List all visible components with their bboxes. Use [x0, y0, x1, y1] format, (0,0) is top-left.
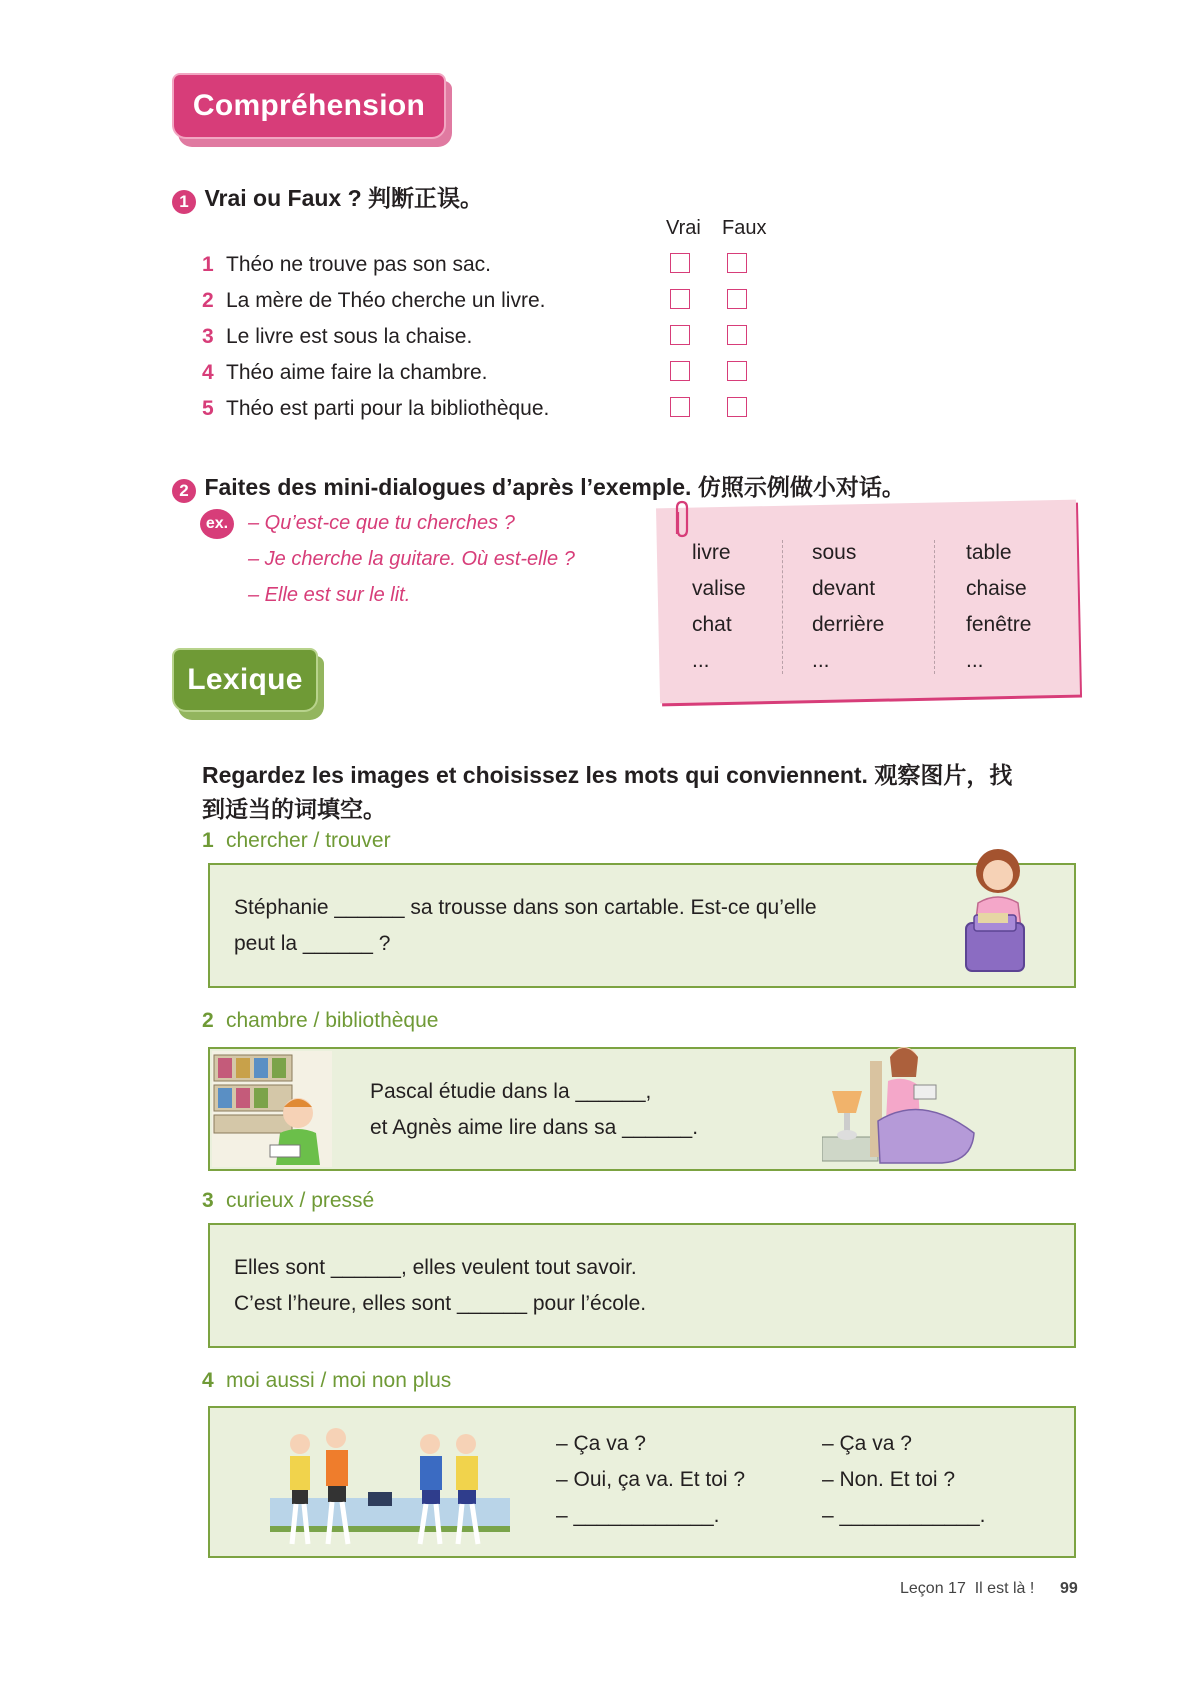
vf-item-text: Théo aime faire la chambre. [226, 361, 488, 384]
vrai-checkbox-4[interactable] [670, 361, 690, 381]
lexique-item-1-box [208, 863, 1076, 988]
lexique-item-2-line-1: Pascal étudie dans la ______, [370, 1080, 652, 1103]
lexique-banner [172, 648, 318, 712]
vf-item-3 [202, 325, 472, 349]
paperclip-icon [670, 500, 694, 540]
word-col2-3: derrière [812, 613, 885, 636]
lexique-item-number: 1 [202, 829, 214, 852]
vrai-checkbox-5[interactable] [670, 397, 690, 417]
lexique-item-1-line-1: Stéphanie ______ sa trousse dans son cartable. Est-ce qu’elle [234, 896, 817, 919]
vf-item-number: 1 [202, 253, 214, 276]
lexique-item-1-heading [202, 829, 391, 853]
lexique-item-2-box [208, 1047, 1076, 1171]
lexique-item-choices: moi aussi / moi non plus [226, 1369, 452, 1392]
vf-item-1 [202, 253, 491, 277]
word-col3-4: ... [966, 649, 984, 672]
example-line-2: – Je cherche la guitare. Où est-elle ? [248, 548, 575, 570]
example-line-3: – Elle est sur le lit. [248, 584, 411, 606]
word-col2-2: devant [812, 577, 876, 600]
lexique-instruction-1: Regardez les images et choisissez les mots qui conviennent. 观察图片，找 [202, 762, 1013, 788]
faux-checkbox-5[interactable] [727, 397, 747, 417]
lexique-item-3-line-2: C’est l’heure, elles sont ______ pour l’école. [234, 1292, 647, 1315]
word-col1-4: ... [692, 649, 710, 672]
exercise-1-number: 1 [172, 190, 196, 214]
example-badge: ex. [200, 509, 234, 539]
vf-item-number: 3 [202, 325, 214, 348]
word-col3-1: table [966, 541, 1012, 564]
word-col1-2: valise [692, 577, 746, 600]
lexique-item-choices: chercher / trouver [226, 829, 391, 852]
dialogue-a-line-3: – ____________. [556, 1504, 720, 1527]
vrai-checkbox-3[interactable] [670, 325, 690, 345]
vf-item-5 [202, 397, 549, 421]
vf-item-text: Théo ne trouve pas son sac. [226, 253, 491, 276]
lexique-title: Lexique [172, 648, 318, 712]
footer-lesson: Leçon 17 Il est là ! [900, 1580, 1035, 1597]
vf-item-number: 5 [202, 397, 214, 420]
lexique-item-number: 4 [202, 1369, 214, 1392]
exercise-2-heading [172, 469, 905, 503]
word-col2-4: ... [812, 649, 830, 672]
boy-in-library-illustration [210, 1049, 336, 1169]
comprehension-title: Compréhension [172, 73, 446, 139]
word-col2-1: sous [812, 541, 857, 564]
vf-item-number: 4 [202, 361, 214, 384]
faux-checkbox-1[interactable] [727, 253, 747, 273]
col-faux-label: Faux [722, 217, 767, 239]
vrai-checkbox-2[interactable] [670, 289, 690, 309]
dialogue-a-line-1: – Ça va ? [556, 1432, 646, 1455]
word-col3-3: fenêtre [966, 613, 1032, 636]
page-number: 99 [1060, 1580, 1078, 1597]
girl-with-schoolbag-illustration [948, 843, 1048, 983]
lexique-item-2-line-2: et Agnès aime lire dans sa ______. [370, 1116, 699, 1139]
boys-sports-illustration [270, 1418, 510, 1554]
vrai-checkbox-1[interactable] [670, 253, 690, 273]
vf-item-2 [202, 289, 545, 313]
faux-checkbox-4[interactable] [727, 361, 747, 381]
exercise-1-heading [172, 180, 483, 214]
lexique-item-3-line-1: Elles sont ______, elles veulent tout savoir. [234, 1256, 637, 1279]
dialogue-b-line-2: – Non. Et toi ? [822, 1468, 956, 1491]
lexique-item-2-heading [202, 1009, 438, 1033]
word-col1-3: chat [692, 613, 732, 636]
comprehension-banner [172, 73, 446, 139]
lexique-item-number: 3 [202, 1189, 214, 1212]
dialogue-b-line-3: – ____________. [822, 1504, 986, 1527]
lexique-item-1-line-2: peut la ______ ? [234, 932, 391, 955]
vf-item-4 [202, 361, 487, 385]
dialogue-b-line-1: – Ça va ? [822, 1432, 912, 1455]
word-card [658, 504, 1078, 699]
lexique-item-4-heading [202, 1369, 451, 1393]
lexique-item-choices: chambre / bibliothèque [226, 1009, 439, 1032]
exercise-2-title: Faites des mini-dialogues d’après l’exemple. 仿照示例做小对话。 [204, 474, 905, 500]
word-col1-1: livre [692, 541, 731, 564]
exercise-2-number: 2 [172, 479, 196, 503]
lexique-instruction-2: 到适当的词填空。 [202, 796, 386, 822]
example-line-1: – Qu’est-ce que tu cherches ? [248, 512, 515, 534]
lexique-item-choices: curieux / pressé [226, 1189, 375, 1212]
faux-checkbox-2[interactable] [727, 289, 747, 309]
lexique-item-3-heading [202, 1189, 374, 1213]
vf-item-number: 2 [202, 289, 214, 312]
lexique-item-number: 2 [202, 1009, 214, 1032]
word-col3-2: chaise [966, 577, 1027, 600]
lexique-item-3-box [208, 1223, 1076, 1348]
girl-reading-in-bed-illustration [822, 1041, 982, 1169]
faux-checkbox-3[interactable] [727, 325, 747, 345]
vf-item-text: Théo est parti pour la bibliothèque. [226, 397, 550, 420]
vf-item-text: Le livre est sous la chaise. [226, 325, 473, 348]
dialogue-a-line-2: – Oui, ça va. Et toi ? [556, 1468, 746, 1491]
vf-item-text: La mère de Théo cherche un livre. [226, 289, 546, 312]
lexique-item-4-box [208, 1406, 1076, 1558]
exercise-1-title: Vrai ou Faux ? 判断正误。 [204, 185, 484, 211]
col-vrai-label: Vrai [666, 217, 701, 239]
